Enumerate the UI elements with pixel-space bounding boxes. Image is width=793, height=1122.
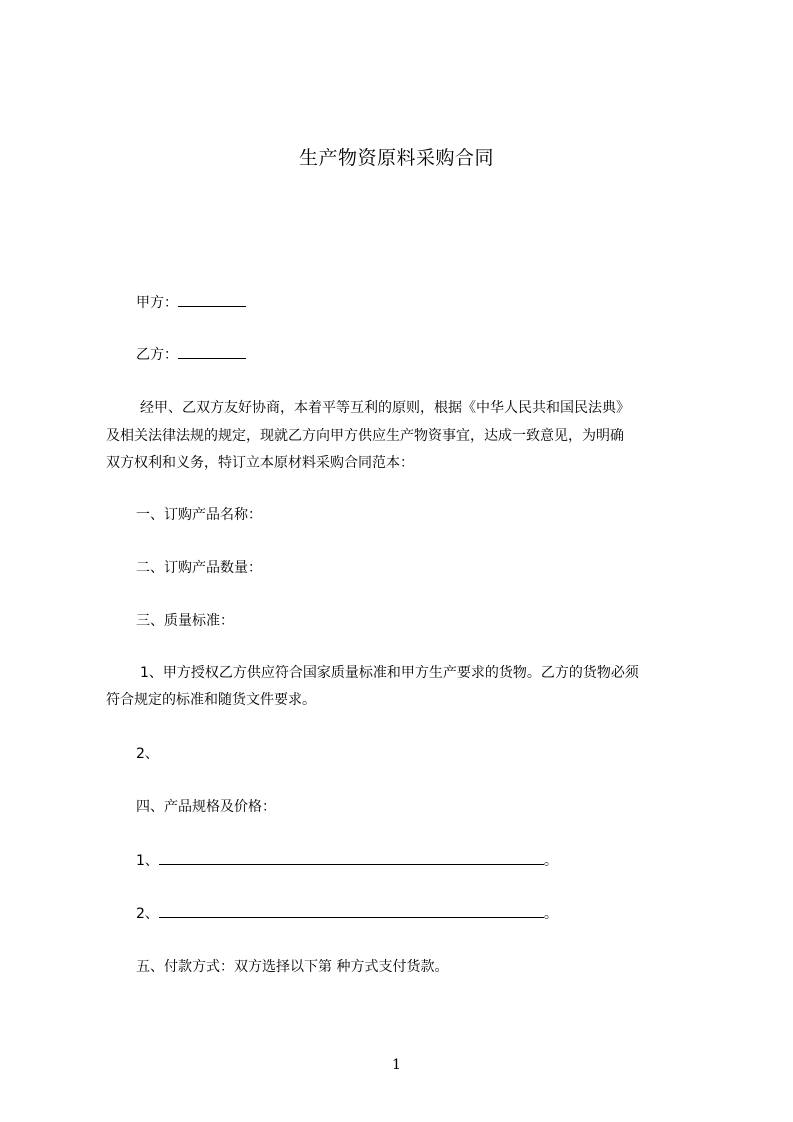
party-b-line [136, 344, 246, 365]
spec-item-1-blank [159, 850, 544, 865]
quality-item-2: 2、 [136, 746, 159, 762]
quality-item-1-line-1: 1、甲方授权乙方供应符合国家质量标准和甲方生产要求的货物。乙方的货物必须 [140, 665, 639, 681]
section-spec-price: 四、产品规格及价格： [136, 799, 276, 815]
spec-item-2-suffix: 。 [543, 906, 558, 922]
page-number: 1 [392, 1057, 401, 1073]
spec-item-1-prefix: 1、 [136, 853, 159, 869]
party-b-blank [178, 344, 246, 359]
spec-item-2-blank [159, 903, 544, 918]
party-a-blank [178, 292, 246, 307]
party-a-line [136, 292, 246, 313]
section-quality-standard: 三、质量标准： [136, 613, 234, 629]
intro-line-1: 经甲、乙双方友好协商，本着平等互利的原则，根据《中华人民共和国民法典》 [140, 400, 630, 416]
section-payment-method: 五、付款方式：双方选择以下第 种方式支付货款。 [136, 959, 449, 975]
spec-item-2 [136, 903, 558, 924]
section-product-quantity: 二、订购产品数量： [136, 560, 262, 576]
section-product-name: 一、订购产品名称： [136, 507, 262, 523]
intro-line-2: 及相关法律法规的规定，现就乙方向甲方供应生产物资事宜，达成一致意见，为明确 [106, 428, 624, 444]
spec-item-1 [136, 850, 558, 871]
quality-item-1-line-2: 符合规定的标准和随货文件要求。 [106, 692, 316, 708]
spec-item-1-suffix: 。 [543, 853, 558, 869]
intro-line-3: 双方权利和义务，特订立本原材料采购合同范本： [106, 455, 414, 471]
party-a-label: 甲方： [136, 295, 178, 311]
party-b-label: 乙方： [136, 347, 178, 363]
document-title: 生产物资原料采购合同 [298, 147, 494, 169]
spec-item-2-prefix: 2、 [136, 906, 159, 922]
